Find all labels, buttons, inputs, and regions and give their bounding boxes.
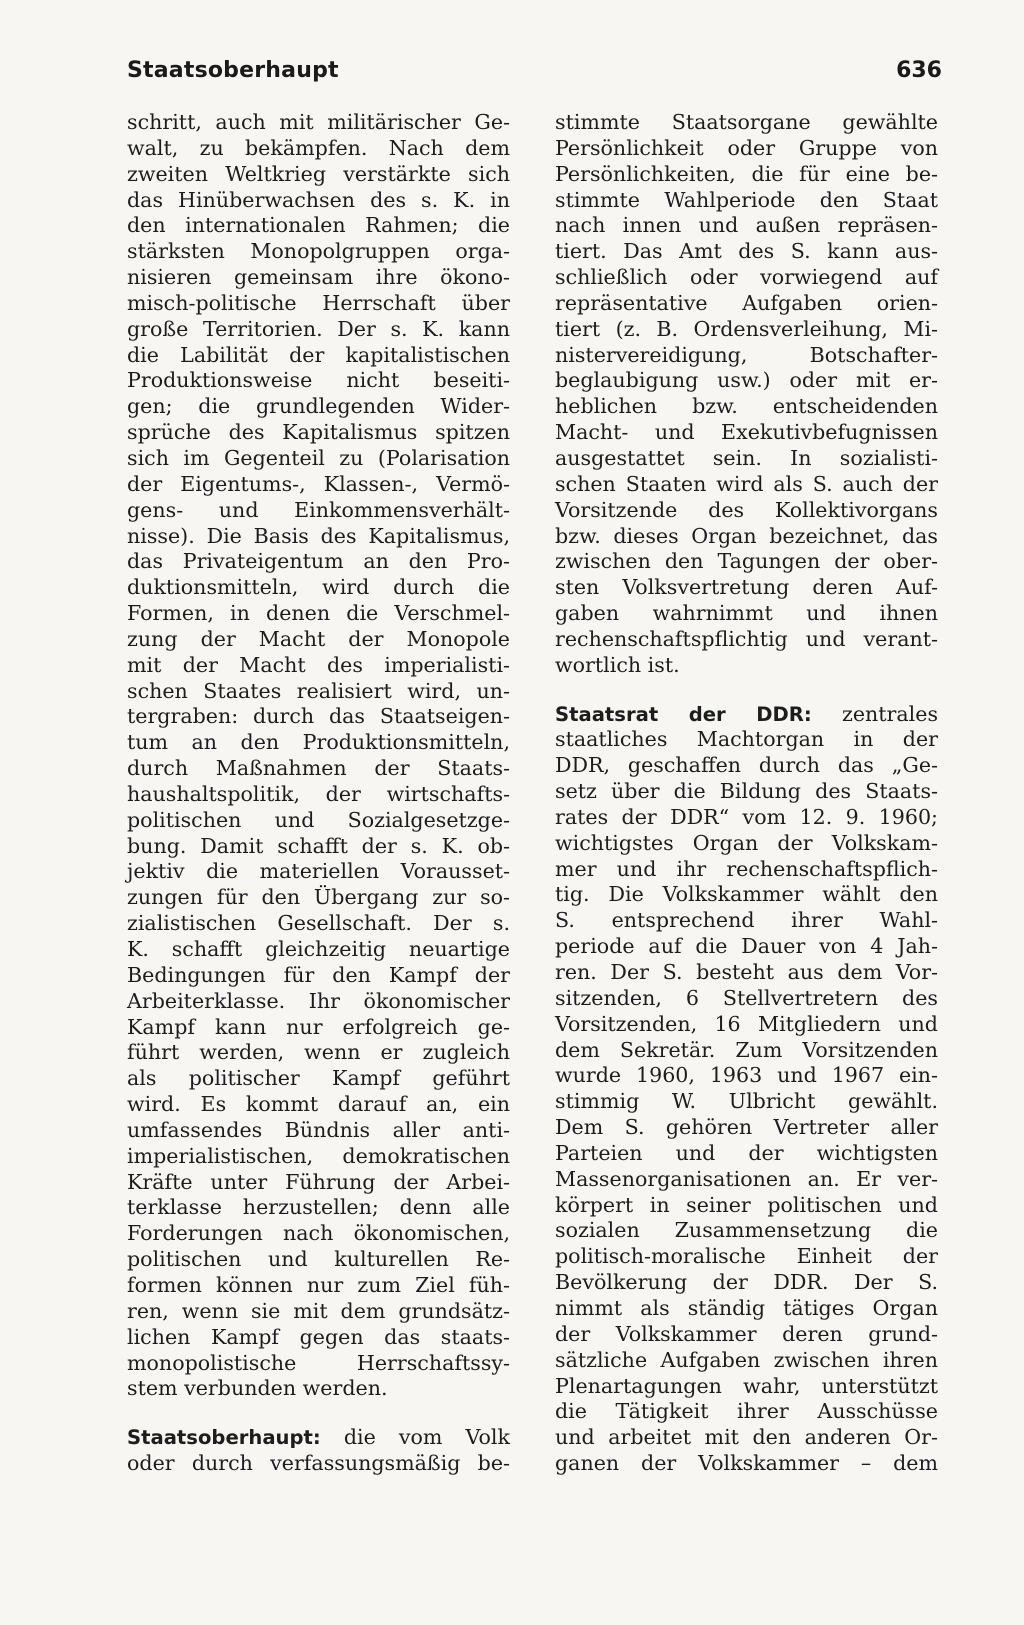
entry-body	[127, 1451, 510, 1477]
text-line: Bevölkerung der DDR. Der S.	[555, 1270, 938, 1295]
entry-first-line	[555, 702, 938, 728]
text-line: S. entsprechend ihrer Wahl-	[555, 908, 938, 933]
text-line: stimmte Wahlperiode den Staat	[555, 187, 938, 212]
text-line: tum an den Produktionsmitteln,	[127, 730, 510, 755]
text-line: rechenschaftspflichtig und verant-	[555, 626, 938, 651]
text-line: setz über die Bildung des Staats-	[555, 779, 938, 804]
text-line: das Hinüberwachsen des s. K. in	[127, 187, 510, 212]
text-line: Arbeiterklasse. Ihr ökonomischer	[127, 988, 510, 1013]
text-line: sten Volksvertretung deren Auf-	[555, 575, 938, 600]
text-line: Kampf kann nur erfolgreich ge-	[127, 1014, 510, 1039]
text-line: körpert in seiner politischen und	[555, 1192, 938, 1217]
text-line: formen können nur zum Ziel füh-	[127, 1272, 510, 1297]
text-line: Vorsitzenden, 16 Mitgliedern und	[555, 1011, 938, 1036]
text-line: staatliches Machtorgan in der	[555, 727, 938, 752]
text-line: periode auf die Dauer von 4 Jah-	[555, 934, 938, 959]
text-line: umfassendes Bündnis aller anti-	[127, 1117, 510, 1142]
text-line: tergraben: durch das Staatseigen-	[127, 704, 510, 729]
text-line: wichtigstes Organ der Volkskam-	[555, 830, 938, 855]
text-line: Formen, in denen die Verschmel-	[127, 601, 510, 626]
text-line: gens- und Einkommensverhält-	[127, 497, 510, 522]
text-line: Bedingungen für den Kampf der	[127, 962, 510, 987]
entry-first-line	[127, 1425, 510, 1451]
text-line: der Volkskammer deren grund-	[555, 1321, 938, 1346]
text-line: als politischer Kampf geführt	[127, 1066, 510, 1091]
text-line: politisch-moralische Einheit der	[555, 1244, 938, 1269]
text-line: dem Sekretär. Zum Vorsitzenden	[555, 1037, 938, 1062]
entry-staatsrat	[555, 702, 938, 1477]
text-line: wortlich ist.	[555, 652, 680, 677]
text-line: gen; die grundlegenden Wider-	[127, 394, 510, 419]
text-line: stärksten Monopolgruppen orga-	[127, 239, 510, 264]
text-line: beglaubigung usw.) oder mit er-	[555, 368, 938, 393]
text-line: der Eigentums-, Klassen-, Vermö-	[127, 471, 510, 496]
paragraph-gap	[127, 1402, 510, 1425]
text-line: große Territorien. Der s. K. kann	[127, 316, 510, 341]
right-column	[555, 110, 938, 1477]
entry-body	[555, 727, 938, 1476]
text-line: und arbeitet mit den anderen Or-	[555, 1425, 938, 1450]
left-column-text	[127, 110, 510, 1402]
text-line: schen Staates realisiert wird, un-	[127, 678, 510, 703]
text-line: ren. Der S. besteht aus dem Vor-	[555, 960, 938, 984]
right-column-text	[555, 110, 938, 679]
text-line: schen Staaten wird als S. auch der	[555, 471, 938, 496]
text-line: stimmig W. Ulbricht gewählt.	[555, 1089, 938, 1114]
text-line: den internationalen Rahmen; die	[127, 213, 510, 238]
text-line: Macht- und Exekutivbefugnissen	[555, 420, 938, 445]
text-line: Vorsitzende des Kollektivorgans	[555, 497, 938, 522]
left-column	[127, 110, 510, 1477]
text-line: schritt, auch mit militärischer Ge-	[127, 110, 510, 134]
text-line: sprüche des Kapitalismus spitzen	[127, 420, 510, 445]
text-line: Persönlichkeiten, die für eine be-	[555, 161, 938, 186]
text-line: misch-politische Herrschaft über	[127, 290, 510, 315]
text-line: führt werden, wenn er zugleich	[127, 1040, 510, 1065]
text-line: jektiv die materiellen Vorausset-	[127, 859, 510, 884]
text-line: sich im Gegenteil zu (Polarisation	[127, 445, 510, 470]
text-line: sitzenden, 6 Stellvertretern des	[555, 985, 938, 1010]
text-line: politischen und Sozialgesetzge-	[127, 807, 510, 832]
text-line: monopolistische Herrschaftssy-	[127, 1350, 510, 1375]
text-line: Plenartagungen wahr, unterstützt	[555, 1373, 938, 1398]
text-line: schließlich oder vorwiegend auf	[555, 265, 938, 290]
text-line: ausgestattet sein. In sozialisti-	[555, 445, 938, 470]
text-line: das Privateigentum an den Pro-	[127, 549, 510, 574]
text-line: die Labilität der kapitalistischen	[127, 342, 510, 367]
text-line: sätzliche Aufgaben zwischen ihren	[555, 1347, 938, 1372]
text-line: Forderungen nach ökonomischen,	[127, 1221, 510, 1246]
text-line: zwischen den Tagungen der ober-	[555, 549, 938, 574]
text-line: Parteien und der wichtigsten	[555, 1140, 938, 1165]
text-line: lichen Kampf gegen das staats-	[127, 1324, 510, 1349]
page-number: 636	[896, 58, 942, 83]
text-line: zweiten Weltkrieg verstärkte sich	[127, 161, 510, 186]
text-line: Kräfte unter Führung der Arbei-	[127, 1169, 510, 1194]
entry-term: Staatsrat der DDR:	[555, 702, 812, 726]
text-line: gaben wahrnimmt und ihnen	[555, 601, 938, 626]
paragraph-gap	[555, 679, 938, 702]
text-line: K. schafft gleichzeitig neuartige	[127, 937, 510, 961]
entry-first-line-text: die vom Volk	[343, 1425, 510, 1450]
text-line: zialistischen Gesellschaft. Der s.	[127, 911, 510, 936]
text-line: terklasse herzustellen; denn alle	[127, 1195, 510, 1220]
text-line: walt, zu bekämpfen. Nach dem	[127, 135, 510, 160]
text-line: Dem S. gehören Vertreter aller	[555, 1115, 938, 1140]
text-line: tiert (z. B. Ordensverleihung, Mi-	[555, 316, 938, 341]
text-line: ganen der Volkskammer – dem	[555, 1451, 938, 1476]
text-line: die Tätigkeit ihrer Ausschüsse	[555, 1399, 938, 1424]
text-line: heblichen bzw. entscheidenden	[555, 394, 938, 419]
text-line: wurde 1960, 1963 und 1967 ein-	[555, 1063, 938, 1088]
text-line: Produktionsweise nicht beseiti-	[127, 368, 510, 393]
text-line: repräsentative Aufgaben orien-	[555, 290, 938, 315]
text-line: tiert. Das Amt des S. kann aus-	[555, 239, 938, 264]
text-line: wird. Es kommt darauf an, ein	[127, 1092, 510, 1117]
text-line: haushaltspolitik, der wirtschafts-	[127, 781, 510, 806]
entry-staatsoberhaupt	[127, 1425, 510, 1477]
text-line: mit der Macht des imperialisti-	[127, 652, 510, 677]
text-line: durch Maßnahmen der Staats-	[127, 756, 510, 781]
text-line: stimmte Staatsorgane gewählte	[555, 110, 938, 134]
page-header	[127, 58, 942, 94]
text-line: zung der Macht der Monopole	[127, 626, 510, 651]
text-line: bzw. dieses Organ bezeichnet, das	[555, 523, 938, 548]
text-line: nisieren gemeinsam ihre ökono-	[127, 265, 510, 290]
text-line: zungen für den Übergang zur so-	[127, 885, 510, 910]
text-line: ren, wenn sie mit dem grundsätz-	[127, 1298, 510, 1323]
text-line: nisse). Die Basis des Kapitalismus,	[127, 523, 510, 548]
text-line: politischen und kulturellen Re-	[127, 1247, 510, 1272]
text-line: rates der DDR“ vom 12. 9. 1960;	[555, 804, 938, 829]
text-line: nimmt als ständig tätiges Organ	[555, 1295, 938, 1320]
text-line: sozialen Zusammensetzung die	[555, 1218, 938, 1243]
entry-term: Staatsoberhaupt:	[127, 1426, 321, 1450]
text-line: stem verbunden werden.	[127, 1376, 388, 1401]
text-line: tig. Die Volkskammer wählt den	[555, 882, 938, 907]
text-line: Massenorganisationen an. Er ver-	[555, 1166, 938, 1191]
text-line: nach innen und außen repräsen-	[555, 213, 938, 238]
text-line: mer und ihr rechenschaftspflich-	[555, 856, 938, 881]
text-line: nistervereidigung, Botschafter-	[555, 342, 938, 367]
text-line: Persönlichkeit oder Gruppe von	[555, 135, 938, 160]
text-line: oder durch verfassungsmäßig be-	[127, 1451, 510, 1476]
text-line: duktionsmitteln, wird durch die	[127, 575, 510, 600]
text-line: imperialistischen, demokratischen	[127, 1143, 510, 1168]
text-line: bung. Damit schafft der s. K. ob-	[127, 833, 510, 858]
running-head: Staatsoberhaupt	[127, 58, 339, 83]
entry-first-line-text: zentrales	[841, 701, 939, 726]
text-line: DDR, geschaffen durch das „Ge-	[555, 753, 938, 778]
